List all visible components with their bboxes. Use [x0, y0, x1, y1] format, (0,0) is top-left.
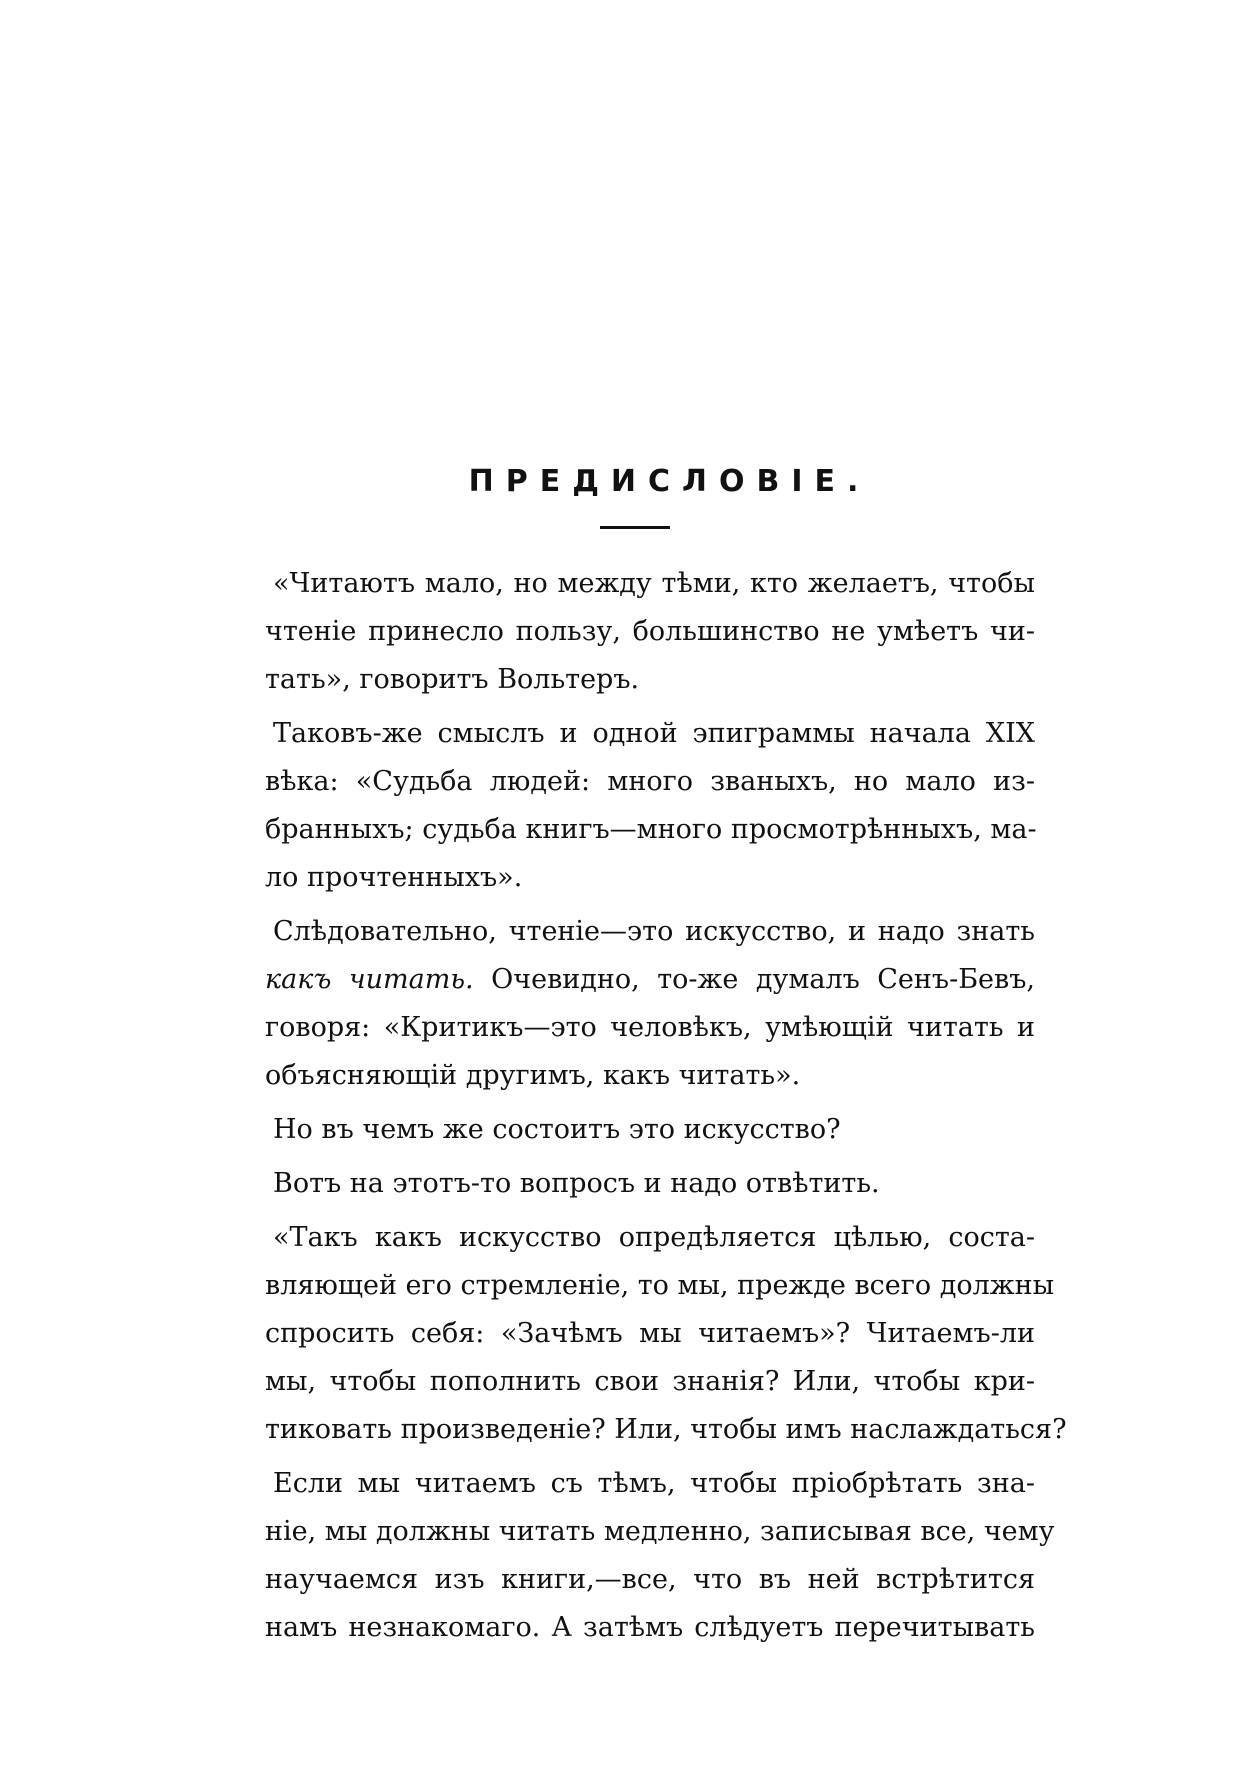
page-title: ПРЕДИСЛОВІЕ. — [468, 464, 871, 499]
text-line: ло прочтенныхъ». — [265, 862, 523, 893]
text-line: Но въ чемъ же состоитъ это искусство? — [273, 1114, 841, 1145]
text-line: тиковать произведеніе? Или, чтобы имъ наслаждаться? — [265, 1414, 1067, 1445]
text-line: бранныхъ; судьба книгъ—много просмотрѣнныхъ, ма- — [265, 814, 1037, 845]
text-line-mixed — [265, 956, 1035, 1004]
text-line: чтеніе принесло пользу, большинство не умѣетъ чи- — [265, 616, 1035, 647]
text-line: тать», говоритъ Вольтеръ. — [265, 664, 640, 695]
text-line: «Читаютъ мало, но между тѣми, кто желаетъ, чтобы — [273, 568, 1035, 599]
text-line: мы, чтобы пополнить свои знанія? Или, чтобы кри- — [265, 1366, 1035, 1397]
italic-phrase: какъ читать. — [265, 964, 474, 995]
text-line: объясняющій другимъ, какъ читать». — [265, 1060, 801, 1091]
text-line: Слѣдовательно, чтеніе—это искусство, и надо знать — [273, 916, 1035, 947]
text-line: спросить себя: «Зачѣмъ мы читаемъ»? Читаемъ-ли — [265, 1318, 1035, 1349]
body-text — [265, 560, 1067, 1652]
text-line: ніе, мы должны читать медленно, записывая все, чему — [265, 1516, 1055, 1547]
text-line: вѣка: «Судьба людей: много званыхъ, но мало из- — [265, 766, 1035, 797]
text-line: «Такъ какъ искусство опредѣляется цѣлью, соста- — [273, 1222, 1035, 1253]
text-line: вляющей его стремленіе, то мы, прежде всего должны — [265, 1270, 1055, 1301]
text-line: научаемся изъ книги,—все, что въ ней встрѣтится — [265, 1564, 1035, 1595]
title-separator — [600, 526, 670, 529]
text-line: намъ незнакомаго. А затѣмъ слѣдуетъ перечитывать — [265, 1612, 1035, 1643]
text-line: Вотъ на этотъ-то вопросъ и надо отвѣтить. — [273, 1168, 880, 1199]
text-line: Таковъ-же смыслъ и одной эпиграммы начала XIX — [273, 718, 1035, 749]
text-line: Если мы читаемъ съ тѣмъ, чтобы пріобрѣтать зна- — [273, 1468, 1035, 1499]
text-segment: Очевидно, то-же думалъ Сенъ-Бевъ, — [473, 964, 1035, 995]
text-line: говоря: «Критикъ—это человѣкъ, умѣющій читать и — [265, 1012, 1035, 1043]
